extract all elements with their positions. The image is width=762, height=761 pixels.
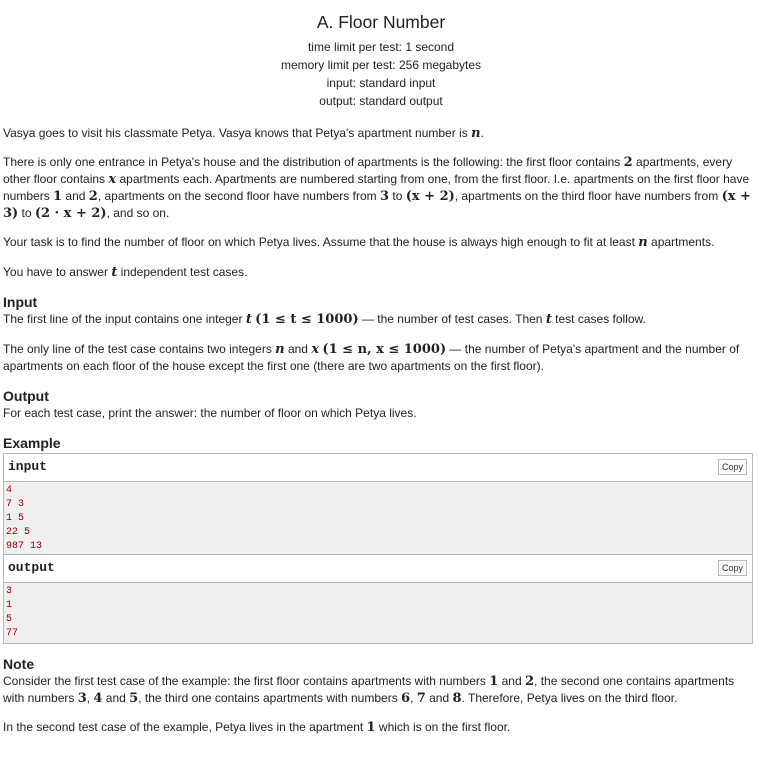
math-num: 1 <box>53 189 63 204</box>
math-num: 7 <box>416 691 426 706</box>
math-var: x <box>311 342 320 357</box>
text: and <box>425 691 453 705</box>
input-line: 22 5 <box>6 527 31 538</box>
math-expr: (1 ≤ t ≤ 1000) <box>255 312 359 327</box>
text: In the second test case of the example, Petya lives in the apartment <box>3 720 367 734</box>
input-title: Input <box>3 294 38 310</box>
output-section <box>3 388 754 422</box>
example-output-header <box>4 555 752 583</box>
input-source: input: standard input <box>326 76 436 90</box>
input-line: 4 <box>6 485 13 496</box>
text: , and so on. <box>106 206 170 220</box>
input-p2 <box>3 341 754 375</box>
input-label: input <box>8 459 48 474</box>
math-num: 1 <box>489 674 499 689</box>
math-num: 2 <box>88 189 98 204</box>
note-section <box>3 656 754 707</box>
text: , the third one contains apartments with numbers <box>138 691 402 705</box>
math-num: 3 <box>379 189 390 204</box>
math-expr: (x + 2) <box>405 189 455 204</box>
note-p2 <box>3 719 754 736</box>
math-expr: (x + 3) <box>3 189 751 221</box>
math-expr: (2 · x + 2) <box>34 206 107 221</box>
text: Your task is to find the number of floor on which Petya lives. Assume that the house is always high enough to fit at least <box>3 235 639 249</box>
text: to <box>389 189 406 203</box>
output-label: output <box>8 560 55 575</box>
output-target: output: standard output <box>319 94 443 108</box>
output-text: For each test case, print the answer: the number of floor on which Petya lives. <box>3 406 417 420</box>
output-line: 77 <box>6 628 19 639</box>
text: , apartments on the second floor have numbers from <box>97 189 380 203</box>
text: independent test cases. <box>117 265 248 279</box>
statement-p4 <box>3 264 754 281</box>
problem-header <box>0 0 762 110</box>
time-limit: time limit per test: 1 second <box>307 40 455 54</box>
text: and <box>498 674 525 688</box>
text: , <box>86 691 94 705</box>
statement-p2 <box>3 154 754 222</box>
example-title: Example <box>3 435 61 451</box>
copy-output-button[interactable]: Copy <box>718 560 747 576</box>
text: . <box>480 126 484 140</box>
math-num: 4 <box>93 691 103 706</box>
math-num: 6 <box>401 691 411 706</box>
example-output-body[interactable] <box>4 583 752 643</box>
input-section <box>3 294 754 328</box>
text: — the number of Petya's apartment and the number of apartments on each floor of the house except the first one (there are two apartments on the first floor). <box>3 342 740 373</box>
text: , the second one contains apartments with numbers <box>3 674 735 705</box>
text: apartments each. Apartments are numbered starting from one, from the first floor. I.e. apartments on the first floor have numbers <box>3 172 750 203</box>
output-title: Output <box>3 388 49 404</box>
math-num: 8 <box>452 691 462 706</box>
text: test cases follow. <box>551 312 646 326</box>
math-var: t <box>545 312 552 327</box>
math-num: 1 <box>366 720 376 735</box>
problem-limits <box>0 38 762 110</box>
example-input-header <box>4 454 752 482</box>
example-input-box <box>3 453 753 557</box>
math-num: 3 <box>77 691 87 706</box>
text: The first line of the input contains one integer <box>3 312 246 326</box>
math-var: x <box>108 172 117 187</box>
text: , apartments on the third floor have numbers from <box>454 189 722 203</box>
math-var: n <box>471 126 481 141</box>
example-input-body[interactable] <box>4 482 752 556</box>
math-var: n <box>275 342 285 357</box>
text: , <box>410 691 417 705</box>
math-var: n <box>638 235 648 250</box>
text: to <box>18 206 35 220</box>
text: and <box>102 691 130 705</box>
text: Consider the first test case of the example: the first floor contains apartments with numbers <box>3 674 490 688</box>
memory-limit: memory limit per test: 256 megabytes <box>280 58 482 72</box>
text: The only line of the test case contains two integers <box>3 342 276 356</box>
math-num: 5 <box>129 691 139 706</box>
math-num: 2 <box>524 674 535 689</box>
math-var: t <box>111 265 118 280</box>
text: Vasya goes to visit his classmate Petya. Vasya knows that Petya's apartment number is <box>3 126 472 140</box>
text: — the number of test cases. Then <box>358 312 546 326</box>
text: . Therefore, Petya lives on the third floor. <box>461 691 678 705</box>
output-line: 1 <box>6 600 13 611</box>
problem-title: A. Floor Number <box>316 12 446 32</box>
text: There is only one entrance in Petya's house and the distribution of apartments is the following: the first floor contains <box>3 155 624 169</box>
output-line: 3 <box>6 586 13 597</box>
math-var: t <box>245 312 252 327</box>
text: You have to answer <box>3 265 112 279</box>
math-num: 2 <box>623 155 633 170</box>
text: and <box>284 342 312 356</box>
example-section <box>3 435 754 452</box>
math-expr: (1 ≤ n, x ≤ 1000) <box>322 342 447 357</box>
copy-input-button[interactable]: Copy <box>718 459 747 475</box>
text: apartments. <box>647 235 715 249</box>
text: which is on the first floor. <box>375 720 511 734</box>
statement-p1 <box>3 125 754 142</box>
text: and <box>62 189 89 203</box>
input-line: 1 5 <box>6 513 25 524</box>
input-line: 987 13 <box>6 541 43 552</box>
example-output-box <box>3 554 753 644</box>
input-line: 7 3 <box>6 499 25 510</box>
statement-p3 <box>3 234 754 251</box>
text: apartments, every other floor contains <box>3 155 733 186</box>
note-title: Note <box>3 656 35 672</box>
output-line: 5 <box>6 614 13 625</box>
